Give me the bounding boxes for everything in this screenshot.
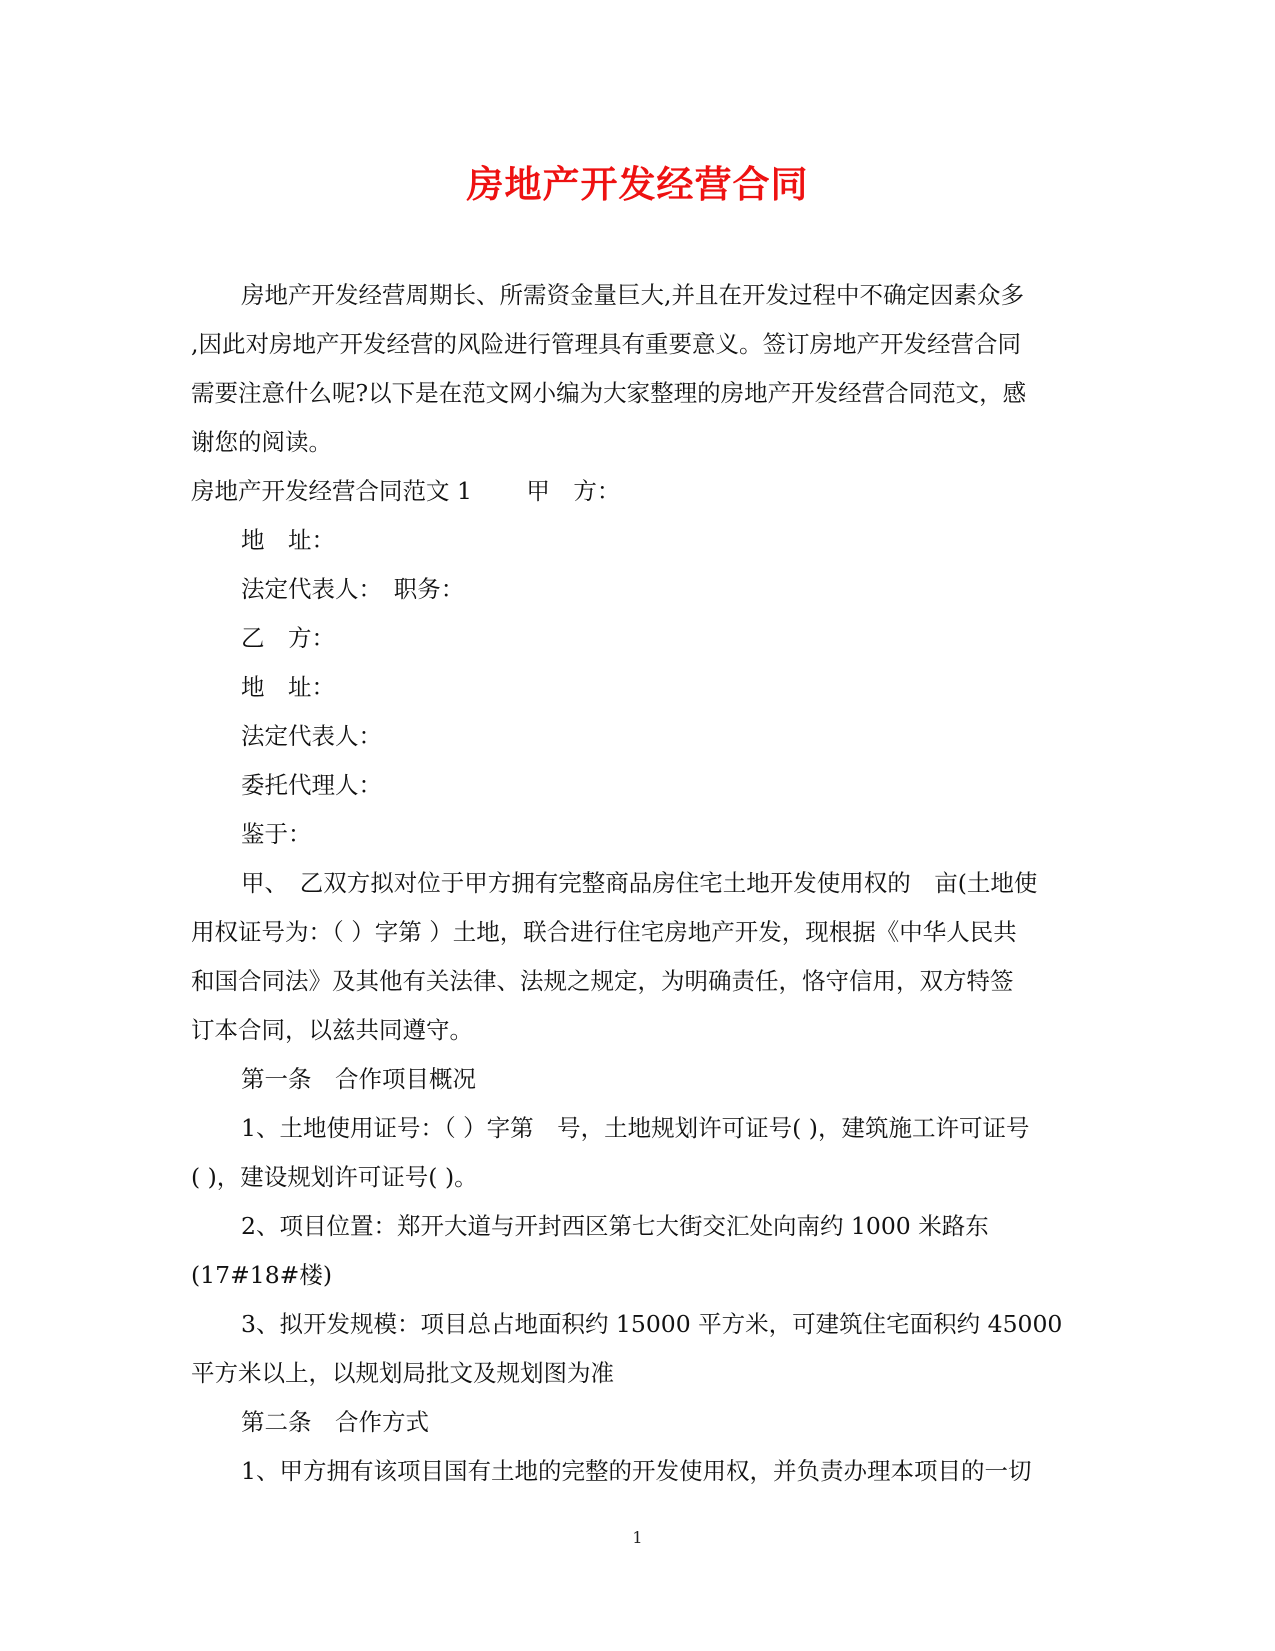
paragraph-line: 平方米以上，以规划局批文及规划图为准	[191, 1359, 614, 1387]
paragraph-line: 房地产开发经营周期长、所需资金量巨大,并且在开发过程中不确定因素众多	[241, 281, 1024, 309]
paragraph-line: 用权证号为：（ ）字第 ）土地，联合进行住宅房地产开发，现根据《中华人民共	[191, 918, 1017, 946]
paragraph-line: 订本合同，以兹共同遵守。	[191, 1016, 473, 1044]
paragraph-line: 1、土地使用证号：（ ）字第 号，土地规划许可证号( )，建筑施工许可证号	[241, 1114, 1030, 1142]
page-title: 房地产开发经营合同	[466, 163, 809, 206]
document-body	[191, 271, 1081, 1496]
paragraph-line: ( )，建设规划许可证号( )。	[191, 1163, 478, 1191]
paragraph-line: ,因此对房地产开发经营的风险进行管理具有重要意义。签订房地产开发经营合同	[191, 330, 1021, 358]
paragraph-line: 3、拟开发规模：项目总占地面积约 15000 平方米，可建筑住宅面积约 45000	[241, 1310, 1063, 1338]
paragraph-line: 需要注意什么呢?以下是在范文网小编为大家整理的房地产开发经营合同范文，感	[191, 379, 1027, 407]
paragraph-line: 2、项目位置：郑开大道与开封西区第七大街交汇处向南约 1000 米路东	[241, 1212, 989, 1240]
page-number: 1	[632, 1528, 643, 1547]
section-heading: 房地产开发经营合同范文 1 甲 方：	[191, 477, 621, 505]
article-heading: 第二条 合作方式	[241, 1408, 429, 1436]
party-field: 法定代表人： 职务：	[241, 575, 465, 603]
party-field: 乙 方：	[241, 624, 335, 652]
party-field: 地 址：	[241, 526, 335, 554]
article-heading: 第一条 合作项目概况	[241, 1065, 476, 1093]
party-field: 地 址：	[241, 673, 335, 701]
paragraph-line: 甲、 乙双方拟对位于甲方拥有完整商品房住宅土地开发使用权的 亩(土地使	[241, 869, 1038, 897]
paragraph-line: 和国合同法》及其他有关法律、法规之规定，为明确责任，恪守信用，双方特签	[191, 967, 1014, 995]
party-field: 委托代理人：	[241, 771, 382, 799]
paragraph-line: 谢您的阅读。	[191, 428, 332, 456]
paragraph-line: 鉴于：	[241, 820, 312, 848]
paragraph-line: (17#18#楼)	[191, 1261, 333, 1289]
party-field: 法定代表人：	[241, 722, 382, 750]
paragraph-line: 1、甲方拥有该项目国有土地的完整的开发使用权，并负责办理本项目的一切	[241, 1457, 1032, 1485]
